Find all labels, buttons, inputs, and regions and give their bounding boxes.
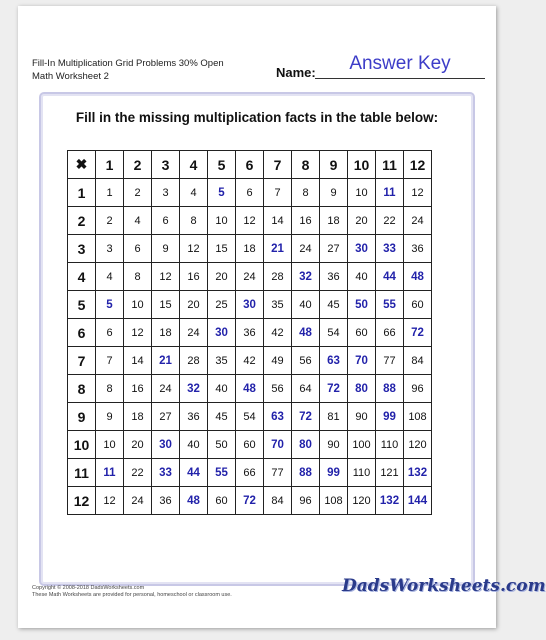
column-header: 2: [124, 151, 152, 179]
product-cell: 12: [236, 207, 264, 235]
row-header: 2: [68, 207, 96, 235]
name-line: [315, 78, 485, 79]
product-cell: 8: [124, 263, 152, 291]
product-cell: 6: [152, 207, 180, 235]
column-header: 10: [348, 151, 376, 179]
answer-cell: 72: [404, 319, 432, 347]
row-header: 1: [68, 179, 96, 207]
answer-cell: 48: [404, 263, 432, 291]
product-cell: 121: [376, 459, 404, 487]
footer-copyright: [32, 585, 232, 599]
answer-cell: 99: [320, 459, 348, 487]
answer-cell: 132: [404, 459, 432, 487]
product-cell: 56: [264, 375, 292, 403]
usage-note: These Math Worksheets are provided for personal, homeschool or classroom use.: [32, 592, 232, 598]
column-header: 11: [376, 151, 404, 179]
answer-cell: 48: [292, 319, 320, 347]
multiplication-grid: [67, 150, 432, 515]
product-cell: 9: [152, 235, 180, 263]
instructions: Fill in the missing multiplication facts in the table below:: [75, 110, 439, 125]
product-cell: 54: [320, 319, 348, 347]
product-cell: 84: [404, 347, 432, 375]
answer-cell: 99: [376, 403, 404, 431]
product-cell: 27: [152, 403, 180, 431]
product-cell: 12: [96, 487, 124, 515]
grid-row: [68, 459, 432, 487]
row-header: 4: [68, 263, 96, 291]
row-header: 3: [68, 235, 96, 263]
answer-cell: 50: [348, 291, 376, 319]
grid-row: [68, 319, 432, 347]
row-header: 6: [68, 319, 96, 347]
product-cell: 18: [152, 319, 180, 347]
answer-cell: 44: [180, 459, 208, 487]
product-cell: 4: [180, 179, 208, 207]
name-label: Name:: [276, 65, 316, 80]
product-cell: 96: [292, 487, 320, 515]
product-cell: 20: [180, 291, 208, 319]
product-cell: 12: [124, 319, 152, 347]
row-header: 8: [68, 375, 96, 403]
product-cell: 49: [264, 347, 292, 375]
grid-row: [68, 207, 432, 235]
column-header: 4: [180, 151, 208, 179]
answer-key-text: Answer Key: [349, 53, 451, 74]
product-cell: 3: [96, 235, 124, 263]
product-cell: 24: [180, 319, 208, 347]
grid-row: [68, 403, 432, 431]
answer-cell: 88: [292, 459, 320, 487]
product-cell: 120: [348, 487, 376, 515]
product-cell: 9: [320, 179, 348, 207]
product-cell: 10: [96, 431, 124, 459]
answer-cell: 70: [264, 431, 292, 459]
product-cell: 60: [236, 431, 264, 459]
product-cell: 8: [292, 179, 320, 207]
product-cell: 3: [152, 179, 180, 207]
product-cell: 90: [320, 431, 348, 459]
product-cell: 66: [376, 319, 404, 347]
product-cell: 16: [124, 375, 152, 403]
product-cell: 2: [124, 179, 152, 207]
product-cell: 6: [124, 235, 152, 263]
answer-cell: 144: [404, 487, 432, 515]
product-cell: 110: [348, 459, 376, 487]
answer-cell: 32: [180, 375, 208, 403]
product-cell: 18: [320, 207, 348, 235]
answer-cell: 48: [180, 487, 208, 515]
product-cell: 24: [124, 487, 152, 515]
product-cell: 25: [208, 291, 236, 319]
answer-cell: 88: [376, 375, 404, 403]
product-cell: 81: [320, 403, 348, 431]
row-header: 11: [68, 459, 96, 487]
answer-cell: 30: [348, 235, 376, 263]
grid-row: [68, 179, 432, 207]
product-cell: 24: [152, 375, 180, 403]
product-cell: 110: [376, 431, 404, 459]
product-cell: 40: [348, 263, 376, 291]
answer-cell: 5: [208, 179, 236, 207]
multiply-symbol-icon: ✖: [68, 151, 96, 179]
answer-cell: 55: [376, 291, 404, 319]
product-cell: 22: [376, 207, 404, 235]
answer-cell: 63: [320, 347, 348, 375]
product-cell: 77: [376, 347, 404, 375]
product-cell: 18: [124, 403, 152, 431]
product-cell: 20: [208, 263, 236, 291]
product-cell: 4: [96, 263, 124, 291]
product-cell: 14: [264, 207, 292, 235]
product-cell: 10: [124, 291, 152, 319]
product-cell: 84: [264, 487, 292, 515]
answer-cell: 80: [292, 431, 320, 459]
product-cell: 14: [124, 347, 152, 375]
answer-cell: 55: [208, 459, 236, 487]
product-cell: 108: [404, 403, 432, 431]
product-cell: 8: [180, 207, 208, 235]
product-cell: 56: [292, 347, 320, 375]
column-header: 6: [236, 151, 264, 179]
product-cell: 27: [320, 235, 348, 263]
answer-cell: 72: [292, 403, 320, 431]
answer-cell: 30: [208, 319, 236, 347]
product-cell: 24: [236, 263, 264, 291]
product-cell: 12: [404, 179, 432, 207]
answer-cell: 132: [376, 487, 404, 515]
product-cell: 36: [404, 235, 432, 263]
row-header: 10: [68, 431, 96, 459]
column-header: 5: [208, 151, 236, 179]
answer-cell: 30: [236, 291, 264, 319]
product-cell: 36: [236, 319, 264, 347]
answer-cell: 63: [264, 403, 292, 431]
product-cell: 7: [96, 347, 124, 375]
product-cell: 42: [264, 319, 292, 347]
product-cell: 12: [180, 235, 208, 263]
product-cell: 8: [96, 375, 124, 403]
worksheet-page: [18, 6, 546, 628]
product-cell: 20: [348, 207, 376, 235]
grid-row: [68, 347, 432, 375]
answer-cell: 33: [376, 235, 404, 263]
product-cell: 24: [292, 235, 320, 263]
grid-row: [68, 235, 432, 263]
product-cell: 15: [208, 235, 236, 263]
product-cell: 64: [292, 375, 320, 403]
product-cell: 120: [404, 431, 432, 459]
answer-cell: 80: [348, 375, 376, 403]
product-cell: 40: [292, 291, 320, 319]
answer-cell: 21: [152, 347, 180, 375]
product-cell: 28: [180, 347, 208, 375]
product-cell: 10: [208, 207, 236, 235]
answer-cell: 33: [152, 459, 180, 487]
answer-cell: 44: [376, 263, 404, 291]
column-header: 8: [292, 151, 320, 179]
product-cell: 60: [208, 487, 236, 515]
product-cell: 24: [404, 207, 432, 235]
product-cell: 1: [96, 179, 124, 207]
answer-cell: 5: [96, 291, 124, 319]
product-cell: 54: [236, 403, 264, 431]
product-cell: 6: [236, 179, 264, 207]
product-cell: 12: [152, 263, 180, 291]
product-cell: 66: [236, 459, 264, 487]
product-cell: 15: [152, 291, 180, 319]
answer-cell: 11: [96, 459, 124, 487]
answer-cell: 30: [152, 431, 180, 459]
product-cell: 20: [124, 431, 152, 459]
product-cell: 50: [208, 431, 236, 459]
product-cell: 4: [124, 207, 152, 235]
answer-cell: 48: [236, 375, 264, 403]
product-cell: 36: [180, 403, 208, 431]
worksheet-subtitle: Math Worksheet 2: [32, 71, 109, 82]
product-cell: 7: [264, 179, 292, 207]
product-cell: 36: [320, 263, 348, 291]
product-cell: 45: [208, 403, 236, 431]
answer-cell: 72: [320, 375, 348, 403]
product-cell: 2: [96, 207, 124, 235]
product-cell: 45: [320, 291, 348, 319]
product-cell: 16: [292, 207, 320, 235]
product-cell: 35: [264, 291, 292, 319]
product-cell: 35: [208, 347, 236, 375]
product-cell: 100: [348, 431, 376, 459]
product-cell: 22: [124, 459, 152, 487]
answer-cell: 21: [264, 235, 292, 263]
product-cell: 77: [264, 459, 292, 487]
column-header: 12: [404, 151, 432, 179]
product-cell: 28: [264, 263, 292, 291]
column-header: 7: [264, 151, 292, 179]
column-header: 3: [152, 151, 180, 179]
row-header: 5: [68, 291, 96, 319]
row-header: 12: [68, 487, 96, 515]
product-cell: 42: [236, 347, 264, 375]
product-cell: 108: [320, 487, 348, 515]
product-cell: 36: [152, 487, 180, 515]
product-cell: 18: [236, 235, 264, 263]
answer-cell: 11: [376, 179, 404, 207]
answer-cell: 70: [348, 347, 376, 375]
worksheet-frame: [39, 92, 475, 586]
product-cell: 10: [348, 179, 376, 207]
column-header: 9: [320, 151, 348, 179]
dadsworksheets-logo[interactable]: DadsWorksheets.com: [342, 576, 546, 596]
grid-row: [68, 291, 432, 319]
worksheet-title: Fill-In Multiplication Grid Problems 30% Open: [32, 58, 224, 69]
copyright-text: Copyright © 2008-2018 DadsWorksheets.com: [32, 585, 145, 591]
product-cell: 40: [180, 431, 208, 459]
product-cell: 60: [348, 319, 376, 347]
product-cell: 40: [208, 375, 236, 403]
product-cell: 96: [404, 375, 432, 403]
product-cell: 9: [96, 403, 124, 431]
grid-row: [68, 431, 432, 459]
grid-header-row: [68, 151, 432, 179]
answer-cell: 32: [292, 263, 320, 291]
column-header: 1: [96, 151, 124, 179]
grid-row: [68, 487, 432, 515]
product-cell: 60: [404, 291, 432, 319]
row-header: 9: [68, 403, 96, 431]
product-cell: 16: [180, 263, 208, 291]
row-header: 7: [68, 347, 96, 375]
product-cell: 90: [348, 403, 376, 431]
answer-cell: 72: [236, 487, 264, 515]
product-cell: 6: [96, 319, 124, 347]
grid-row: [68, 375, 432, 403]
grid-row: [68, 263, 432, 291]
